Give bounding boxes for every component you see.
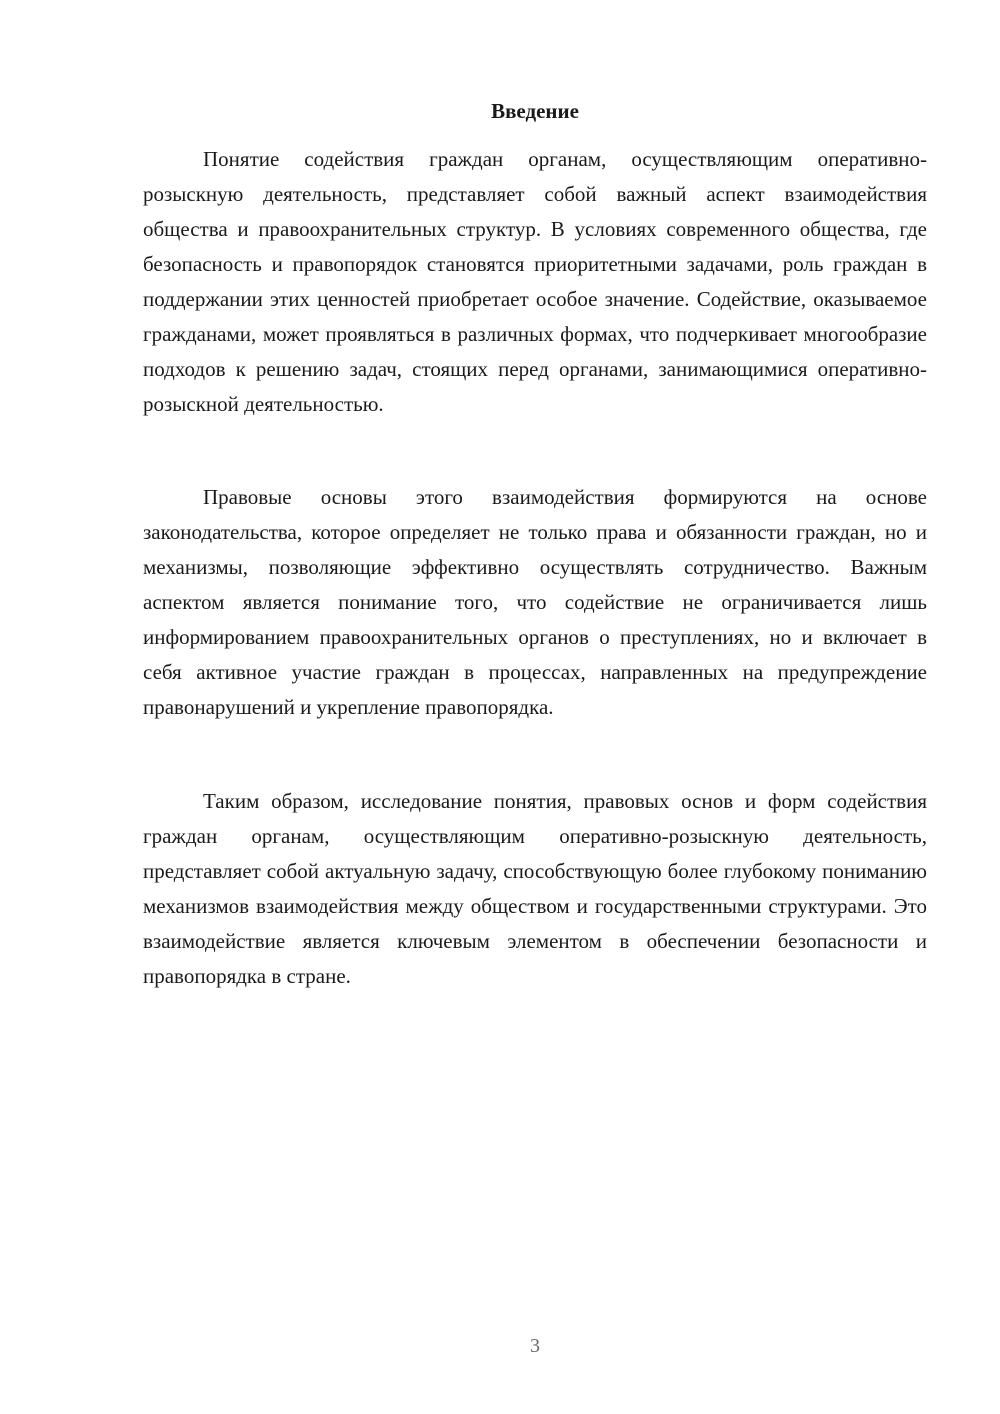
section-heading: Введение: [491, 99, 579, 123]
paragraph-2: Правовые основы этого взаимодействия формируются на основе законодательства, которое определяет не только права и обязанности граждан, но и механизмы, позволяющие эффективно осуществлять сотрудничество. Важным аспектом является понимание того, что содействие не ограничивается лишь информированием правоохранительных органов о преступлениях, но и включает в себя активное участие граждан в процессах, направленных на предупреждение правонарушений и укрепление правопорядка.: [143, 485, 927, 719]
paragraph-3: Таким образом, исследование понятия, правовых основ и форм содействия граждан органам, осуществляющим оперативно-розыскную деятельность, представляет собой актуальную задачу, способствующую более глубокому пониманию механизмов взаимодействия между обществом и государственными структурами. Это взаимодействие является ключевым элементом в обеспечении безопасности и правопорядка в стране.: [143, 789, 927, 988]
paragraph-1: Понятие содействия граждан органам, осуществляющим оперативно-розыскную деятельность, представляет собой важный аспект взаимодействия общества и правоохранительных структур. В условиях современного общества, где безопасность и правопорядок становятся приоритетными задачами, роль граждан в поддержании этих ценностей приобретает особое значение. Содействие, оказываемое гражданами, может проявляться в различных формах, что подчеркивает многообразие подходов к решению задач, стоящих перед органами, занимающимися оперативно-розыскной деятельностью.: [143, 147, 927, 416]
page-number: 3: [530, 1335, 540, 1357]
